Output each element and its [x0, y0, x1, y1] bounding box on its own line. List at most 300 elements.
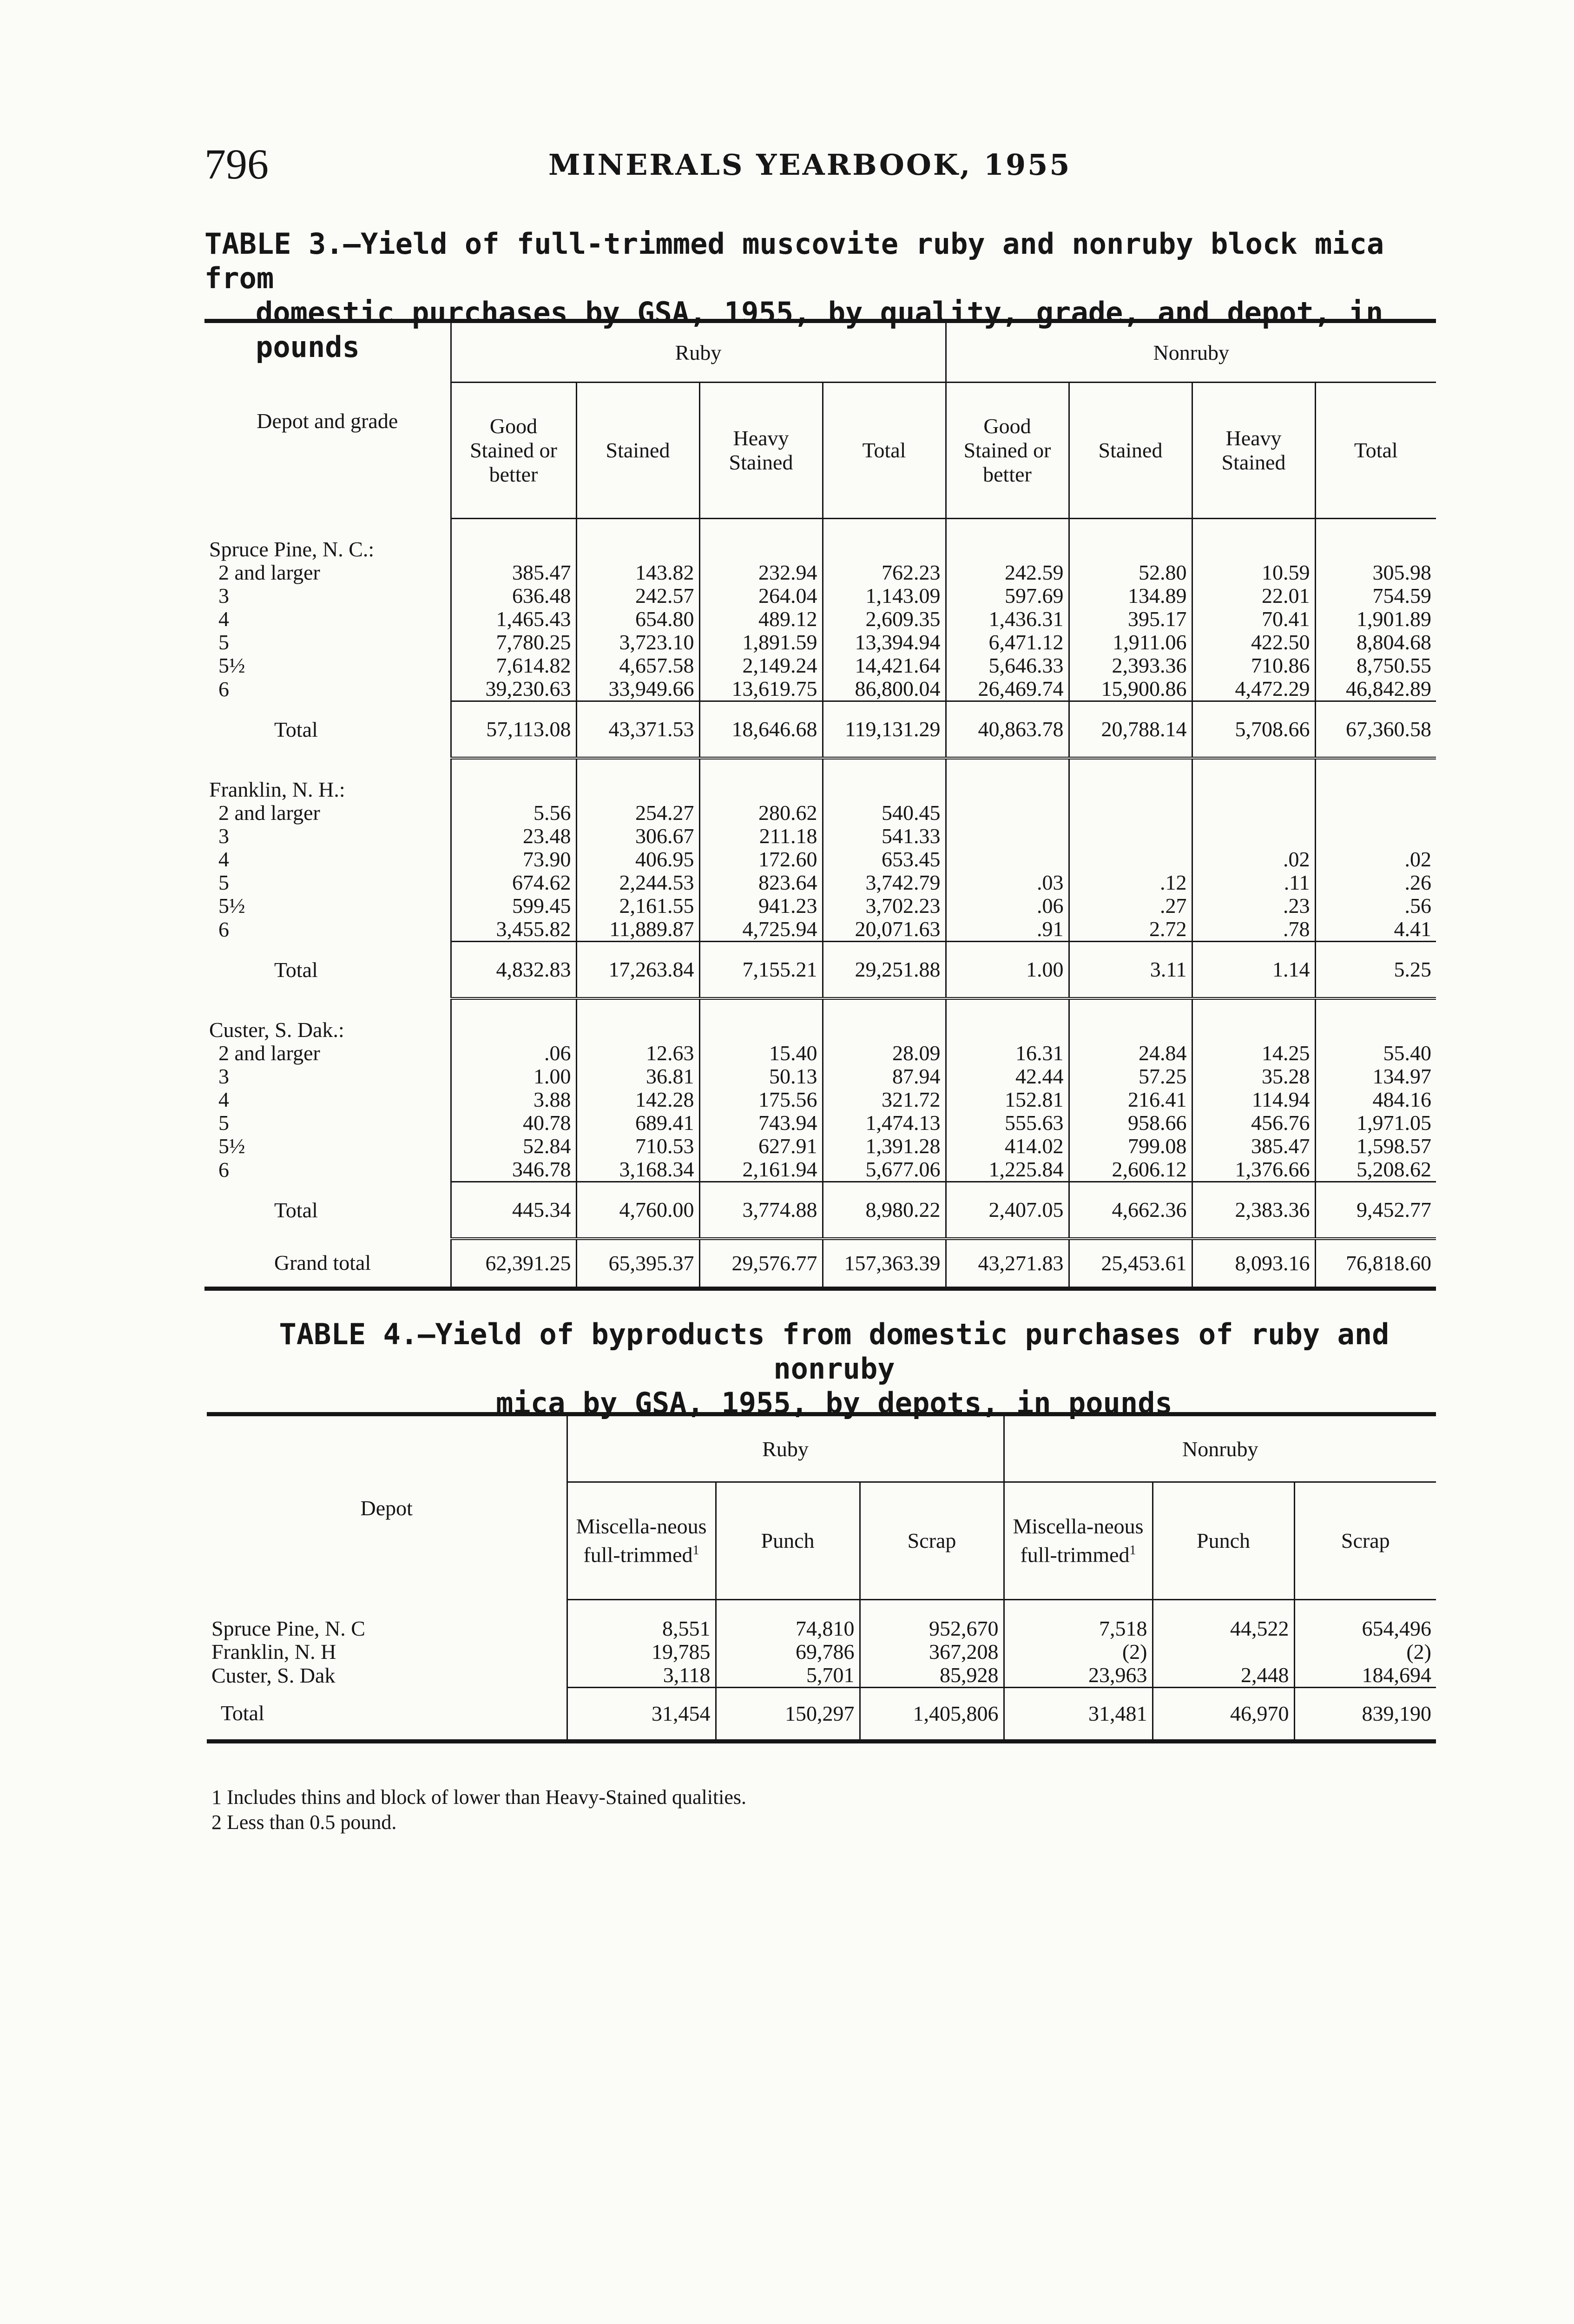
table-row: [204, 561, 1436, 584]
total-cell: 1.00: [946, 942, 1069, 999]
value-cell: 674.62: [451, 871, 576, 894]
value-cell: 1,436.31: [946, 607, 1069, 631]
table-row: [204, 1158, 1436, 1182]
total-cell: 4,832.83: [451, 942, 576, 999]
value-cell: 14.25: [1192, 1042, 1315, 1065]
grade-label: 4: [218, 847, 229, 871]
value-cell: .11: [1192, 871, 1315, 894]
grade-label: 3: [218, 1064, 229, 1088]
empty-cell: [1069, 538, 1192, 561]
spacer-cell: [1192, 519, 1315, 538]
value-cell: 321.72: [823, 1088, 946, 1111]
value-cell: 19,785: [567, 1640, 716, 1664]
table3-group-nonruby: Nonruby: [946, 321, 1436, 383]
spacer-cell: [699, 758, 823, 778]
empty-cell: [823, 1018, 946, 1042]
value-cell: 242.59: [946, 561, 1069, 584]
empty-cell: [451, 538, 576, 561]
total-cell: 8,980.22: [823, 1182, 946, 1239]
spacer-cell: [1315, 519, 1436, 538]
value-cell: 55.40: [1315, 1042, 1436, 1065]
value-cell: 3.88: [451, 1088, 576, 1111]
spacer-row: [207, 1600, 1436, 1618]
table3-col-header: Stained: [1069, 383, 1192, 519]
empty-cell: [946, 538, 1069, 561]
spacer-cell: [823, 998, 946, 1018]
value-cell: 941.23: [699, 894, 823, 918]
total-label: Total: [274, 1198, 318, 1222]
table4: [207, 1412, 1436, 1743]
spacer-cell: [1069, 998, 1192, 1018]
value-cell: [946, 848, 1069, 871]
grand-total-cell: 157,363.39: [823, 1239, 946, 1289]
grand-total-cell: 62,391.25: [451, 1239, 576, 1289]
value-cell: 14,421.64: [823, 654, 946, 677]
value-cell: 4.41: [1315, 918, 1436, 942]
value-cell: 958.66: [1069, 1111, 1192, 1135]
value-cell: .12: [1069, 871, 1192, 894]
value-cell: 5,701: [716, 1664, 860, 1688]
empty-cell: [1315, 1018, 1436, 1042]
spacer-cell: [1069, 758, 1192, 778]
table3-col-header: Good Stained or better: [451, 383, 576, 519]
spacer-cell: [1315, 758, 1436, 778]
value-cell: 2,161.94: [699, 1158, 823, 1182]
spacer-cell: [1192, 758, 1315, 778]
grade-label: 6: [218, 917, 229, 941]
value-cell: 4,472.29: [1192, 677, 1315, 701]
value-cell: [1069, 848, 1192, 871]
value-cell: 2,606.12: [1069, 1158, 1192, 1182]
total-cell: 3,774.88: [699, 1182, 823, 1239]
total-label: Total: [274, 717, 318, 741]
value-cell: 46,842.89: [1315, 677, 1436, 701]
grand-total-cell: 8,093.16: [1192, 1239, 1315, 1289]
empty-cell: [576, 1018, 699, 1042]
total-row: [207, 1688, 1436, 1742]
table3-col-header: Good Stained or better: [946, 383, 1069, 519]
depot-name: Franklin, N. H.:: [209, 778, 345, 801]
value-cell: 5.56: [451, 801, 576, 825]
total-cell: 7,155.21: [699, 942, 823, 999]
value-cell: 654.80: [576, 607, 699, 631]
running-head: MINERALS YEARBOOK, 1955: [548, 148, 1072, 182]
value-cell: 13,619.75: [699, 677, 823, 701]
value-cell: 627.91: [699, 1135, 823, 1158]
value-cell: 33,949.66: [576, 677, 699, 701]
value-cell: 8,750.55: [1315, 654, 1436, 677]
empty-cell: [1315, 778, 1436, 801]
value-cell: 254.27: [576, 801, 699, 825]
spacer-cell: [576, 519, 699, 538]
table4-col-header: [567, 1482, 716, 1600]
spacer-cell: [1004, 1600, 1153, 1618]
grade-label: 5: [218, 871, 229, 894]
value-cell: [1315, 825, 1436, 848]
value-cell: 3,723.10: [576, 631, 699, 654]
value-cell: 232.94: [699, 561, 823, 584]
empty-cell: [823, 538, 946, 561]
spacer-cell: [204, 519, 451, 538]
table3-col-header: Total: [1315, 383, 1436, 519]
value-cell: 4,725.94: [699, 918, 823, 942]
value-cell: 799.08: [1069, 1135, 1192, 1158]
spacer-cell: [567, 1600, 716, 1618]
footnote-2: 2 Less than 0.5 pound.: [211, 1811, 397, 1834]
value-cell: 1,143.09: [823, 584, 946, 607]
value-cell: 1,391.28: [823, 1135, 946, 1158]
spacer-row: [204, 519, 1436, 538]
value-cell: 5,646.33: [946, 654, 1069, 677]
value-cell: 23,963: [1004, 1664, 1153, 1688]
value-cell: 541.33: [823, 825, 946, 848]
table4-col-header: Punch: [716, 1482, 860, 1600]
table-row: [204, 801, 1436, 825]
value-cell: (2): [1294, 1640, 1436, 1664]
value-cell: [1192, 825, 1315, 848]
value-cell: 385.47: [1192, 1135, 1315, 1158]
total-cell: 43,371.53: [576, 701, 699, 759]
value-cell: 743.94: [699, 1111, 823, 1135]
value-cell: 40.78: [451, 1111, 576, 1135]
empty-cell: [699, 1018, 823, 1042]
table-row: [204, 825, 1436, 848]
total-cell: 5,708.66: [1192, 701, 1315, 759]
value-cell: 422.50: [1192, 631, 1315, 654]
spacer-cell: [451, 519, 576, 538]
spacer-row: [204, 758, 1436, 778]
value-cell: .26: [1315, 871, 1436, 894]
value-cell: 654,496: [1294, 1617, 1436, 1640]
table4-group-nonruby: Nonruby: [1004, 1414, 1436, 1482]
value-cell: .02: [1192, 848, 1315, 871]
total-cell: 445.34: [451, 1182, 576, 1239]
value-cell: 1,971.05: [1315, 1111, 1436, 1135]
table3-title-line1: TABLE 3.—Yield of full-trimmed muscovite ruby and nonruby block mica from: [204, 227, 1384, 295]
table4-col-header: [1004, 1482, 1153, 1600]
grade-label: 4: [218, 1088, 229, 1111]
spacer-cell: [1069, 519, 1192, 538]
table-row: [204, 677, 1436, 701]
value-cell: 2,161.55: [576, 894, 699, 918]
grade-label: 2 and larger: [218, 1041, 320, 1065]
grand-total-label: Grand total: [204, 1239, 451, 1289]
value-cell: [1069, 801, 1192, 825]
value-cell: 69,786: [716, 1640, 860, 1664]
empty-cell: [451, 778, 576, 801]
value-cell: 280.62: [699, 801, 823, 825]
value-cell: 653.45: [823, 848, 946, 871]
value-cell: .06: [451, 1042, 576, 1065]
value-cell: 35.28: [1192, 1065, 1315, 1088]
depot-name: Custer, S. Dak.:: [209, 1018, 344, 1042]
value-cell: 24.84: [1069, 1042, 1192, 1065]
value-cell: [1153, 1640, 1294, 1664]
table3-col-header: Heavy Stained: [699, 383, 823, 519]
total-cell: 46,970: [1153, 1688, 1294, 1742]
footnote-ref: 1: [692, 1543, 699, 1558]
total-cell: 57,113.08: [451, 701, 576, 759]
value-cell: 142.28: [576, 1088, 699, 1111]
value-cell: 143.82: [576, 561, 699, 584]
value-cell: 1,891.59: [699, 631, 823, 654]
grade-label: 2 and larger: [218, 561, 320, 584]
empty-cell: [576, 778, 699, 801]
value-cell: 2,244.53: [576, 871, 699, 894]
grade-label: 5½: [218, 894, 245, 918]
depot-name: Spruce Pine, N. C: [211, 1617, 365, 1640]
value-cell: 134.97: [1315, 1065, 1436, 1088]
table4-body: [207, 1600, 1436, 1742]
value-cell: .03: [946, 871, 1069, 894]
grade-label: 4: [218, 607, 229, 631]
total-cell: 17,263.84: [576, 942, 699, 999]
value-cell: 50.13: [699, 1065, 823, 1088]
value-cell: 85,928: [860, 1664, 1004, 1688]
value-cell: 42.44: [946, 1065, 1069, 1088]
total-cell: 29,251.88: [823, 942, 946, 999]
value-cell: 5,208.62: [1315, 1158, 1436, 1182]
table4-title: [211, 1317, 1457, 1420]
value-cell: 8,804.68: [1315, 631, 1436, 654]
total-cell: 67,360.58: [1315, 701, 1436, 759]
total-cell: 2,383.36: [1192, 1182, 1315, 1239]
value-cell: 87.94: [823, 1065, 946, 1088]
depot-name: Franklin, N. H: [211, 1640, 336, 1664]
value-cell: 57.25: [1069, 1065, 1192, 1088]
table-row: [204, 1065, 1436, 1088]
value-cell: 6,471.12: [946, 631, 1069, 654]
value-cell: 216.41: [1069, 1088, 1192, 1111]
value-cell: 7,518: [1004, 1617, 1153, 1640]
value-cell: 15.40: [699, 1042, 823, 1065]
value-cell: 414.02: [946, 1135, 1069, 1158]
depot-header-row: [204, 778, 1436, 801]
value-cell: .91: [946, 918, 1069, 942]
value-cell: 52.84: [451, 1135, 576, 1158]
spacer-cell: [699, 519, 823, 538]
value-cell: 13,394.94: [823, 631, 946, 654]
empty-cell: [451, 1018, 576, 1042]
table4-col-header: Scrap: [860, 1482, 1004, 1600]
value-cell: 23.48: [451, 825, 576, 848]
table-row: [204, 848, 1436, 871]
value-cell: 1.00: [451, 1065, 576, 1088]
spacer-cell: [699, 998, 823, 1018]
value-cell: 86,800.04: [823, 677, 946, 701]
table4-group-ruby: Ruby: [567, 1414, 1004, 1482]
spacer-cell: [946, 519, 1069, 538]
footnotes: [211, 1785, 746, 1835]
table-row: [204, 607, 1436, 631]
table-row: [204, 1042, 1436, 1065]
spacer-cell: [451, 758, 576, 778]
value-cell: 12.63: [576, 1042, 699, 1065]
value-cell: 22.01: [1192, 584, 1315, 607]
value-cell: 395.17: [1069, 607, 1192, 631]
spacer-cell: [1315, 998, 1436, 1018]
value-cell: 367,208: [860, 1640, 1004, 1664]
table4-title-line2: mica by GSA, 1955, by depots, in pounds: [496, 1386, 1172, 1420]
table3-col-header: Heavy Stained: [1192, 383, 1315, 519]
table3-title-line2: domestic purchases by GSA, 1955, by quality, grade, and depot, in pounds: [256, 296, 1383, 364]
value-cell: 1,465.43: [451, 607, 576, 631]
value-cell: 1,911.06: [1069, 631, 1192, 654]
grade-label: 5½: [218, 654, 245, 677]
value-cell: 5,677.06: [823, 1158, 946, 1182]
empty-cell: [576, 538, 699, 561]
value-cell: 2,149.24: [699, 654, 823, 677]
spacer-cell: [576, 758, 699, 778]
spacer-cell: [207, 1600, 567, 1618]
table-row: [204, 631, 1436, 654]
value-cell: 26,469.74: [946, 677, 1069, 701]
value-cell: 597.69: [946, 584, 1069, 607]
value-cell: 489.12: [699, 607, 823, 631]
value-cell: 346.78: [451, 1158, 576, 1182]
grand-total-row: [204, 1239, 1436, 1289]
value-cell: 456.76: [1192, 1111, 1315, 1135]
value-cell: 20,071.63: [823, 918, 946, 942]
spacer-cell: [204, 998, 451, 1018]
value-cell: 3,118: [567, 1664, 716, 1688]
value-cell: 1,225.84: [946, 1158, 1069, 1182]
grand-total-cell: 25,453.61: [1069, 1239, 1192, 1289]
page-number: 796: [204, 140, 269, 188]
value-cell: 3,742.79: [823, 871, 946, 894]
value-cell: 2,609.35: [823, 607, 946, 631]
table4-col-header-label: Miscella-neous full-trimmed: [1013, 1514, 1144, 1567]
table-row: [204, 871, 1436, 894]
table3-body: [204, 519, 1436, 1289]
value-cell: [1069, 825, 1192, 848]
value-cell: 264.04: [699, 584, 823, 607]
total-cell: 5.25: [1315, 942, 1436, 999]
value-cell: 710.53: [576, 1135, 699, 1158]
value-cell: 15,900.86: [1069, 677, 1192, 701]
grand-total-cell: 76,818.60: [1315, 1239, 1436, 1289]
value-cell: .02: [1315, 848, 1436, 871]
value-cell: 4,657.58: [576, 654, 699, 677]
value-cell: 306.67: [576, 825, 699, 848]
value-cell: 134.89: [1069, 584, 1192, 607]
total-cell: 20,788.14: [1069, 701, 1192, 759]
total-row: [204, 1182, 1436, 1239]
total-row: [204, 942, 1436, 999]
footnote-1: 1 Includes thins and block of lower than Heavy-Stained qualities.: [211, 1786, 747, 1809]
value-cell: 385.47: [451, 561, 576, 584]
grade-label: 5: [218, 1111, 229, 1135]
total-label: Total: [274, 957, 318, 982]
value-cell: .23: [1192, 894, 1315, 918]
spacer-cell: [946, 758, 1069, 778]
value-cell: .56: [1315, 894, 1436, 918]
spacer-row: [204, 998, 1436, 1018]
depot-header-row: [204, 1018, 1436, 1042]
table-row: [204, 1135, 1436, 1158]
spacer-cell: [860, 1600, 1004, 1618]
value-cell: 152.81: [946, 1088, 1069, 1111]
grand-total-cell: 65,395.37: [576, 1239, 699, 1289]
total-cell: 4,662.36: [1069, 1182, 1192, 1239]
grand-total-cell: 29,576.77: [699, 1239, 823, 1289]
value-cell: [946, 825, 1069, 848]
value-cell: (2): [1004, 1640, 1153, 1664]
value-cell: 2.72: [1069, 918, 1192, 942]
total-cell: 1,405,806: [860, 1688, 1004, 1742]
value-cell: 3,168.34: [576, 1158, 699, 1182]
value-cell: 172.60: [699, 848, 823, 871]
value-cell: [946, 801, 1069, 825]
value-cell: [1315, 801, 1436, 825]
value-cell: 74,810: [716, 1617, 860, 1640]
empty-cell: [1192, 778, 1315, 801]
value-cell: 211.18: [699, 825, 823, 848]
value-cell: [1192, 801, 1315, 825]
table3: [204, 319, 1436, 1291]
grade-label: 6: [218, 1157, 229, 1182]
empty-cell: [699, 538, 823, 561]
total-cell: 4,760.00: [576, 1182, 699, 1239]
spacer-cell: [204, 758, 451, 778]
empty-cell: [1315, 538, 1436, 561]
table-row: [207, 1617, 1436, 1640]
value-cell: 3,455.82: [451, 918, 576, 942]
grade-label: 5: [218, 630, 229, 654]
value-cell: .27: [1069, 894, 1192, 918]
empty-cell: [1192, 538, 1315, 561]
total-cell: 31,481: [1004, 1688, 1153, 1742]
table-row: [204, 654, 1436, 677]
spacer-cell: [576, 998, 699, 1018]
spacer-cell: [716, 1600, 860, 1618]
total-cell: 150,297: [716, 1688, 860, 1742]
value-cell: 8,551: [567, 1617, 716, 1640]
table-row: [204, 584, 1436, 607]
depot-header-row: [204, 538, 1436, 561]
value-cell: 599.45: [451, 894, 576, 918]
value-cell: 39,230.63: [451, 677, 576, 701]
spacer-cell: [946, 998, 1069, 1018]
table3-group-ruby: Ruby: [451, 321, 946, 383]
total-cell: 3.11: [1069, 942, 1192, 999]
value-cell: 1,474.13: [823, 1111, 946, 1135]
table3-col-header: Stained: [576, 383, 699, 519]
value-cell: 2,393.36: [1069, 654, 1192, 677]
value-cell: 10.59: [1192, 561, 1315, 584]
grade-label: 2 and larger: [218, 801, 320, 825]
value-cell: .06: [946, 894, 1069, 918]
table-row: [204, 1088, 1436, 1111]
value-cell: 689.41: [576, 1111, 699, 1135]
empty-cell: [699, 778, 823, 801]
total-cell: 839,190: [1294, 1688, 1436, 1742]
total-cell: 119,131.29: [823, 701, 946, 759]
table3-col-header: Total: [823, 383, 946, 519]
value-cell: 73.90: [451, 848, 576, 871]
total-cell: 31,454: [567, 1688, 716, 1742]
value-cell: 7,614.82: [451, 654, 576, 677]
value-cell: .78: [1192, 918, 1315, 942]
grade-label: 3: [218, 824, 229, 848]
table-row: [207, 1664, 1436, 1688]
value-cell: 7,780.25: [451, 631, 576, 654]
value-cell: 44,522: [1153, 1617, 1294, 1640]
value-cell: 70.41: [1192, 607, 1315, 631]
value-cell: 36.81: [576, 1065, 699, 1088]
value-cell: 1,598.57: [1315, 1135, 1436, 1158]
grand-total-cell: 43,271.83: [946, 1239, 1069, 1289]
